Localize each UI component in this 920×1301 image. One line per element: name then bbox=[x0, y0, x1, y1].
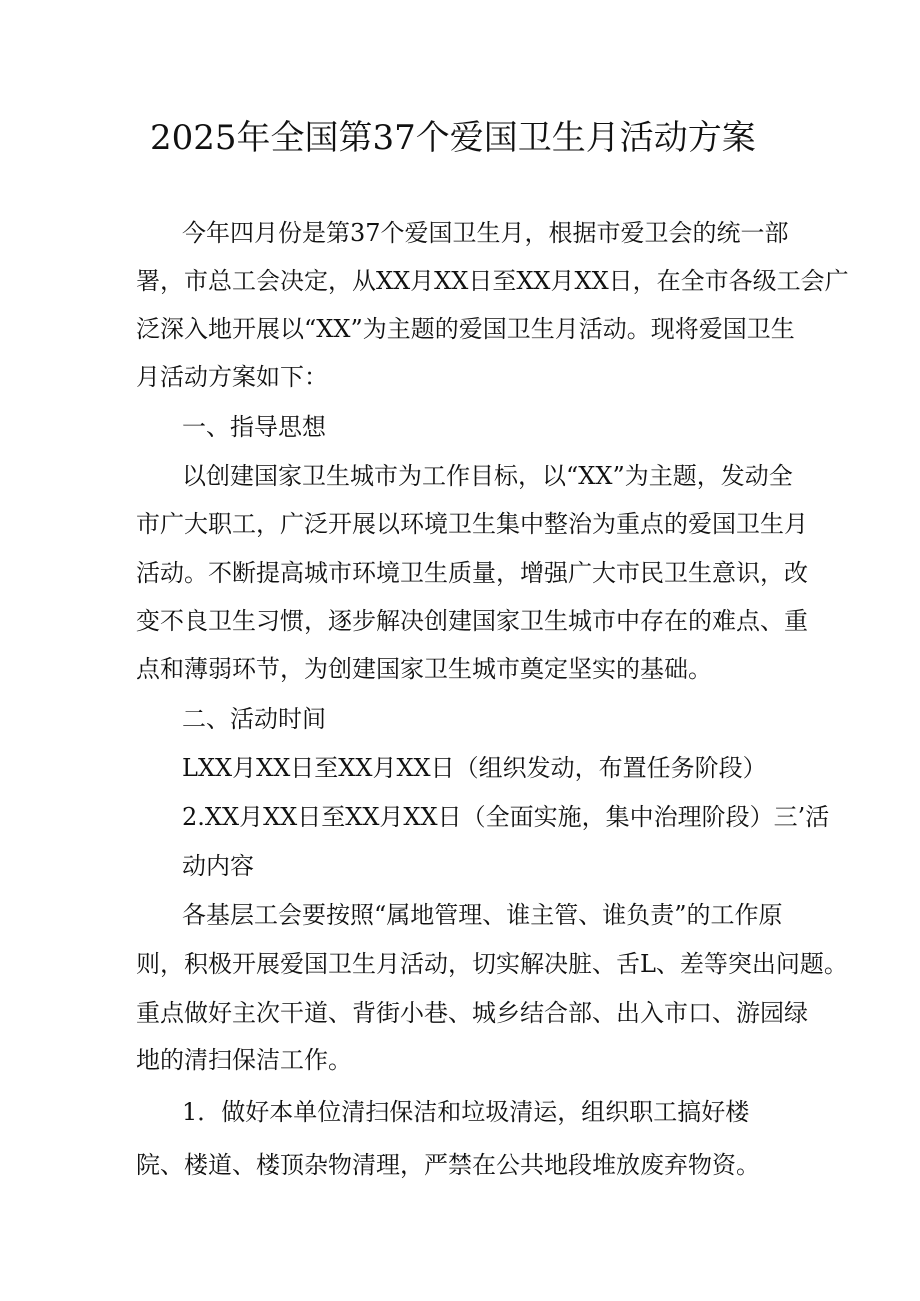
intro-line-1: 今年四月份是第37个爱国卫生月，根据市爱卫会的统一部 bbox=[182, 219, 789, 247]
document-title: 2025年全国第37个爱国卫生月活动方案 bbox=[150, 118, 756, 158]
section3-line-4: 地的清扫保洁工作。 bbox=[136, 1046, 352, 1074]
section1-line-5: 点和薄弱环节，为创建国家卫生城市奠定坚实的基础。 bbox=[136, 655, 712, 683]
section1-line-4: 变不良卫生习惯，逐步解决创建国家卫生城市中存在的难点、重 bbox=[136, 607, 808, 635]
section3-line-1: 各基层工会要按照“属地管理、谁主管、谁负责”的工作原 bbox=[182, 901, 783, 929]
section2-line-1: LXX月XX日至XX月XX日（组织发动，布置任务阶段） bbox=[182, 754, 767, 782]
section3-line-2: 则，积极开展爱国卫生月活动，切实解决脏、舌L、差等突出问题。 bbox=[136, 950, 848, 978]
intro-line-2: 署，市总工会决定，从XX月XX日至XX月XX日，在全市各级工会广 bbox=[136, 267, 849, 295]
section2-line-2: 2.XX月XX日至XX月XX日（全面实施，集中治理阶段）三’活 bbox=[182, 803, 830, 831]
item1-line-1: 1．做好本单位清扫保洁和垃圾清运，组织职工搞好楼 bbox=[182, 1098, 750, 1126]
section2-heading: 二、活动时间 bbox=[182, 705, 326, 733]
intro-line-4: 月活动方案如下： bbox=[136, 363, 328, 391]
section1-line-3: 活动。不断提高城市环境卫生质量，增强广大市民卫生意识，改 bbox=[136, 559, 808, 587]
intro-line-3: 泛深入地开展以“XX”为主题的爱国卫生月活动。现将爱国卫生 bbox=[136, 315, 795, 343]
section1-line-2: 市广大职工，广泛开展以环境卫生集中整治为重点的爱国卫生月 bbox=[136, 510, 808, 538]
section1-heading: 一、指导思想 bbox=[182, 413, 326, 441]
item1-line-2: 院、楼道、楼顶杂物清理，严禁在公共地段堆放废弃物资。 bbox=[136, 1151, 760, 1179]
section3-line-3: 重点做好主次干道、背街小巷、城乡结合部、出入市口、游园绿 bbox=[136, 999, 808, 1027]
section1-line-1: 以创建国家卫生城市为工作目标，以“XX”为主题，发动全 bbox=[182, 462, 793, 490]
section2-line-3: 动内容 bbox=[182, 852, 254, 880]
